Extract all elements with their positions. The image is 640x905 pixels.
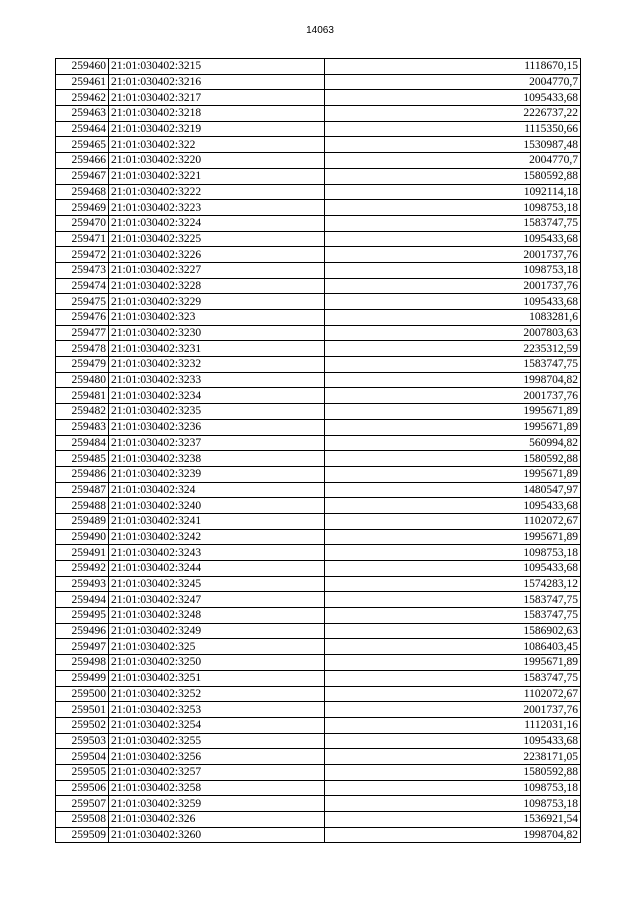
cadastral-number: 21:01:030402:3218 [109,106,325,122]
table-row [56,215,581,231]
table-row [56,341,581,357]
row-number: 259481 [56,388,109,404]
row-number: 259479 [56,357,109,373]
table-row [56,780,581,796]
table-row [56,827,581,843]
table-row [56,764,581,780]
cadastral-value: 1530987,48 [325,137,581,153]
table-row [56,121,581,137]
cadastral-value: 1098753,18 [325,200,581,216]
cadastral-value: 2001737,76 [325,388,581,404]
table-row [56,388,581,404]
cadastral-number: 21:01:030402:3228 [109,278,325,294]
row-number: 259462 [56,90,109,106]
cadastral-number: 21:01:030402:3240 [109,498,325,514]
cadastral-number: 21:01:030402:3250 [109,655,325,671]
cadastral-value: 1095433,68 [325,561,581,577]
cadastral-value: 1995671,89 [325,404,581,420]
cadastral-number: 21:01:030402:3254 [109,717,325,733]
cadastral-value: 1536921,54 [325,812,581,828]
cadastral-value: 1118670,15 [325,59,581,75]
row-number: 259472 [56,247,109,263]
row-number: 259468 [56,184,109,200]
table-row [56,639,581,655]
cadastral-value: 2004770,7 [325,74,581,90]
cadastral-number: 21:01:030402:3245 [109,576,325,592]
table-row [56,357,581,373]
cadastral-number: 21:01:030402:3251 [109,670,325,686]
row-number: 259469 [56,200,109,216]
cadastral-number: 21:01:030402:3232 [109,357,325,373]
cadastral-number: 21:01:030402:3235 [109,404,325,420]
cadastral-number: 21:01:030402:3231 [109,341,325,357]
cadastral-value: 2007803,63 [325,325,581,341]
cadastral-number: 21:01:030402:3255 [109,733,325,749]
cadastral-value: 1580592,88 [325,168,581,184]
row-number: 259489 [56,513,109,529]
table-row [56,153,581,169]
cadastral-number: 21:01:030402:3222 [109,184,325,200]
table-row [56,294,581,310]
row-number: 259484 [56,435,109,451]
cadastral-number: 21:01:030402:3239 [109,466,325,482]
cadastral-value: 1102072,67 [325,513,581,529]
row-number: 259474 [56,278,109,294]
cadastral-value: 1092114,18 [325,184,581,200]
cadastral-number: 21:01:030402:3247 [109,592,325,608]
row-number: 259466 [56,153,109,169]
cadastral-number: 21:01:030402:325 [109,639,325,655]
row-number: 259500 [56,686,109,702]
cadastral-number: 21:01:030402:3217 [109,90,325,106]
row-number: 259487 [56,482,109,498]
table-row [56,749,581,765]
cadastral-value: 1574283,12 [325,576,581,592]
cadastral-value-table [55,58,581,843]
cadastral-number: 21:01:030402:3230 [109,325,325,341]
table-row [56,451,581,467]
table-row [56,466,581,482]
cadastral-number: 21:01:030402:3224 [109,215,325,231]
cadastral-value: 1102072,67 [325,686,581,702]
cadastral-value: 1583747,75 [325,592,581,608]
cadastral-value: 1998704,82 [325,372,581,388]
row-number: 259477 [56,325,109,341]
row-number: 259493 [56,576,109,592]
cadastral-number: 21:01:030402:3258 [109,780,325,796]
table-row [56,796,581,812]
row-number: 259506 [56,780,109,796]
row-number: 259485 [56,451,109,467]
row-number: 259508 [56,812,109,828]
row-number: 259464 [56,121,109,137]
cadastral-number: 21:01:030402:3237 [109,435,325,451]
row-number: 259491 [56,545,109,561]
row-number: 259505 [56,764,109,780]
cadastral-number: 21:01:030402:3226 [109,247,325,263]
page-number: 14063 [306,25,334,36]
table-row [56,278,581,294]
cadastral-value: 1480547,97 [325,482,581,498]
cadastral-number: 21:01:030402:3238 [109,451,325,467]
cadastral-value: 1995671,89 [325,419,581,435]
table-row [56,545,581,561]
row-number: 259490 [56,529,109,545]
row-number: 259473 [56,262,109,278]
cadastral-value: 1586902,63 [325,623,581,639]
cadastral-number: 21:01:030402:3215 [109,59,325,75]
row-number: 259507 [56,796,109,812]
cadastral-value: 1583747,75 [325,670,581,686]
table-row [56,482,581,498]
cadastral-value: 1098753,18 [325,796,581,812]
cadastral-number: 21:01:030402:3236 [109,419,325,435]
table-row [56,498,581,514]
cadastral-value: 1995671,89 [325,529,581,545]
cadastral-number: 21:01:030402:323 [109,310,325,326]
table-row [56,733,581,749]
cadastral-value: 1580592,88 [325,451,581,467]
cadastral-value: 2001737,76 [325,278,581,294]
cadastral-value: 1095433,68 [325,498,581,514]
table-row [56,262,581,278]
table-row [56,419,581,435]
cadastral-number: 21:01:030402:3249 [109,623,325,639]
row-number: 259476 [56,310,109,326]
row-number: 259494 [56,592,109,608]
cadastral-number: 21:01:030402:3220 [109,153,325,169]
table-row [56,670,581,686]
row-number: 259486 [56,466,109,482]
cadastral-value: 1995671,89 [325,655,581,671]
cadastral-number: 21:01:030402:322 [109,137,325,153]
cadastral-number: 21:01:030402:3227 [109,262,325,278]
row-number: 259496 [56,623,109,639]
row-number: 259471 [56,231,109,247]
table-row [56,59,581,75]
cadastral-number: 21:01:030402:3241 [109,513,325,529]
cadastral-value: 1095433,68 [325,733,581,749]
table-row [56,231,581,247]
cadastral-value: 2004770,7 [325,153,581,169]
cadastral-number: 21:01:030402:3225 [109,231,325,247]
cadastral-value: 2238171,05 [325,749,581,765]
row-number: 259465 [56,137,109,153]
cadastral-value: 1580592,88 [325,764,581,780]
row-number: 259467 [56,168,109,184]
row-number: 259503 [56,733,109,749]
table-row [56,404,581,420]
table-row [56,702,581,718]
row-number: 259504 [56,749,109,765]
table-row [56,513,581,529]
row-number: 259483 [56,419,109,435]
row-number: 259501 [56,702,109,718]
cadastral-value: 1583747,75 [325,608,581,624]
cadastral-number: 21:01:030402:326 [109,812,325,828]
cadastral-number: 21:01:030402:3233 [109,372,325,388]
row-number: 259482 [56,404,109,420]
cadastral-value: 1112031,16 [325,717,581,733]
cadastral-value: 1583747,75 [325,215,581,231]
cadastral-number: 21:01:030402:3243 [109,545,325,561]
cadastral-number: 21:01:030402:3223 [109,200,325,216]
cadastral-number: 21:01:030402:3244 [109,561,325,577]
cadastral-value: 1095433,68 [325,294,581,310]
cadastral-number: 21:01:030402:3248 [109,608,325,624]
cadastral-value: 2235312,59 [325,341,581,357]
table-row [56,372,581,388]
row-number: 259509 [56,827,109,843]
cadastral-number: 21:01:030402:3259 [109,796,325,812]
table-row [56,247,581,263]
row-number: 259492 [56,561,109,577]
cadastral-value: 2226737,22 [325,106,581,122]
cadastral-value: 1095433,68 [325,90,581,106]
cadastral-value: 1098753,18 [325,262,581,278]
cadastral-number: 21:01:030402:3252 [109,686,325,702]
table-row [56,90,581,106]
cadastral-value: 1998704,82 [325,827,581,843]
row-number: 259497 [56,639,109,655]
row-number: 259488 [56,498,109,514]
row-number: 259461 [56,74,109,90]
table-row [56,106,581,122]
row-number: 259470 [56,215,109,231]
table-row [56,561,581,577]
cadastral-number: 21:01:030402:3253 [109,702,325,718]
table-row [56,310,581,326]
row-number: 259460 [56,59,109,75]
row-number: 259463 [56,106,109,122]
table-row [56,655,581,671]
table-row [56,576,581,592]
cadastral-number: 21:01:030402:3219 [109,121,325,137]
cadastral-number: 21:01:030402:3216 [109,74,325,90]
cadastral-number: 21:01:030402:3234 [109,388,325,404]
cadastral-value: 1095433,68 [325,231,581,247]
cadastral-value: 2001737,76 [325,247,581,263]
cadastral-value: 1098753,18 [325,545,581,561]
cadastral-number: 21:01:030402:3260 [109,827,325,843]
table-row [56,137,581,153]
table-row [56,168,581,184]
row-number: 259498 [56,655,109,671]
table-row [56,717,581,733]
table-row [56,812,581,828]
cadastral-number: 21:01:030402:324 [109,482,325,498]
table-row [56,435,581,451]
table-row [56,529,581,545]
cadastral-value: 1583747,75 [325,357,581,373]
cadastral-number: 21:01:030402:3229 [109,294,325,310]
table-row [56,686,581,702]
table-row [56,325,581,341]
cadastral-value: 1098753,18 [325,780,581,796]
cadastral-value: 1083281,6 [325,310,581,326]
table-body [56,59,581,843]
row-number: 259495 [56,608,109,624]
cadastral-value: 560994,82 [325,435,581,451]
table-row [56,623,581,639]
cadastral-number: 21:01:030402:3257 [109,764,325,780]
row-number: 259502 [56,717,109,733]
table-row [56,184,581,200]
table-row [56,608,581,624]
cadastral-number: 21:01:030402:3221 [109,168,325,184]
cadastral-number: 21:01:030402:3256 [109,749,325,765]
table-row [56,592,581,608]
row-number: 259480 [56,372,109,388]
cadastral-value: 2001737,76 [325,702,581,718]
cadastral-number: 21:01:030402:3242 [109,529,325,545]
row-number: 259499 [56,670,109,686]
row-number: 259478 [56,341,109,357]
table-row [56,74,581,90]
cadastral-value: 1115350,66 [325,121,581,137]
table-row [56,200,581,216]
cadastral-value: 1995671,89 [325,466,581,482]
cadastral-value: 1086403,45 [325,639,581,655]
row-number: 259475 [56,294,109,310]
